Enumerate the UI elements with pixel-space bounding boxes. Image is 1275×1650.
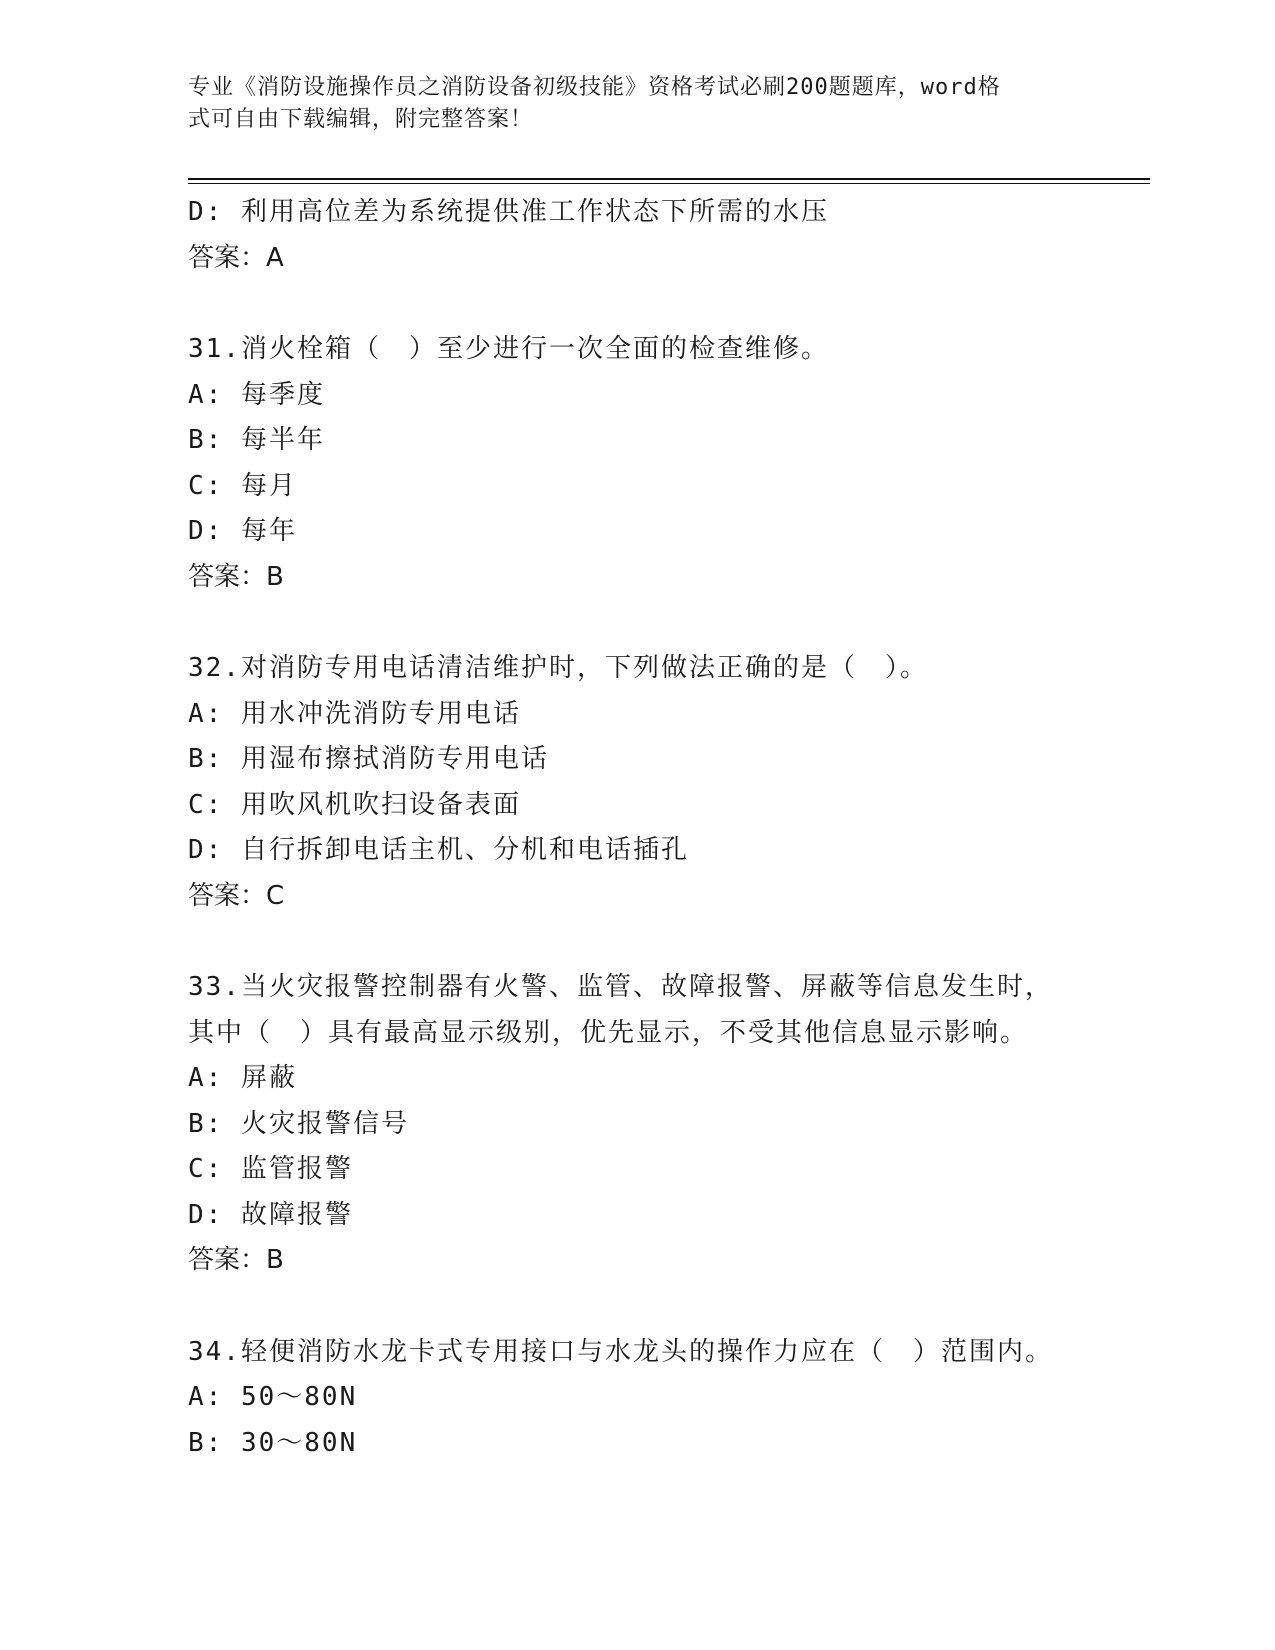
header-divider-thick bbox=[188, 178, 1150, 180]
question-stem: 31.消火栓箱（ ）至少进行一次全面的检查维修。 bbox=[188, 334, 829, 364]
answer-line: 答案：C bbox=[188, 880, 285, 911]
question-33 bbox=[188, 965, 1128, 1284]
option-b: B: 火灾报警信号 bbox=[188, 1108, 409, 1139]
spacer bbox=[188, 600, 1128, 646]
option-d: D: 每年 bbox=[188, 516, 297, 546]
question-31 bbox=[188, 327, 1128, 600]
spacer bbox=[188, 281, 1128, 327]
header-line-1: 专业《消防设施操作员之消防设备初级技能》资格考试必刷200题题库，word格 bbox=[188, 75, 1001, 100]
spacer bbox=[188, 1284, 1128, 1330]
document-header bbox=[188, 72, 1068, 136]
question-content bbox=[188, 190, 1128, 1466]
question-stem-line-2: 其中（ ）具有最高显示级别，优先显示，不受其他信息显示影响。 bbox=[188, 1017, 1029, 1048]
question-32 bbox=[188, 646, 1128, 919]
question-stem: 34.轻便消防水龙卡式专用接口与水龙头的操作力应在（ ）范围内。 bbox=[188, 1336, 1053, 1367]
option-b: B: 用湿布擦拭消防专用电话 bbox=[188, 744, 549, 774]
option-a: A: 屏蔽 bbox=[188, 1063, 297, 1093]
header-line-2: 式可自由下载编辑，附完整答案！ bbox=[188, 107, 534, 132]
question-34 bbox=[188, 1330, 1128, 1467]
option-a: A: 50～80N bbox=[188, 1382, 358, 1412]
answer-line: 答案：A bbox=[188, 242, 284, 273]
option-c: C: 监管报警 bbox=[188, 1154, 353, 1184]
answer-line: 答案：B bbox=[188, 1245, 284, 1275]
option-b: B: 每半年 bbox=[188, 425, 325, 455]
option-d: D: 自行拆卸电话主机、分机和电话插孔 bbox=[188, 835, 689, 865]
question-stem-line-1: 33.当火灾报警控制器有火警、监管、故障报警、屏蔽等信息发生时， bbox=[188, 972, 1053, 1002]
spacer bbox=[188, 919, 1128, 965]
carryover-question bbox=[188, 190, 1128, 281]
answer-line: 答案：B bbox=[188, 561, 284, 592]
option-c: C: 每月 bbox=[188, 470, 297, 501]
option-d: D: 故障报警 bbox=[188, 1199, 353, 1230]
option-a: A: 每季度 bbox=[188, 379, 325, 410]
question-stem: 32.对消防专用电话清洁维护时，下列做法正确的是（ ）。 bbox=[188, 653, 928, 683]
option-c: C: 用吹风机吹扫设备表面 bbox=[188, 789, 521, 820]
header-divider-thin bbox=[188, 183, 1150, 184]
option-d: D: 利用高位差为系统提供准工作状态下所需的水压 bbox=[188, 197, 829, 227]
option-b: B: 30～80N bbox=[188, 1427, 358, 1458]
option-a: A: 用水冲洗消防专用电话 bbox=[188, 698, 521, 729]
